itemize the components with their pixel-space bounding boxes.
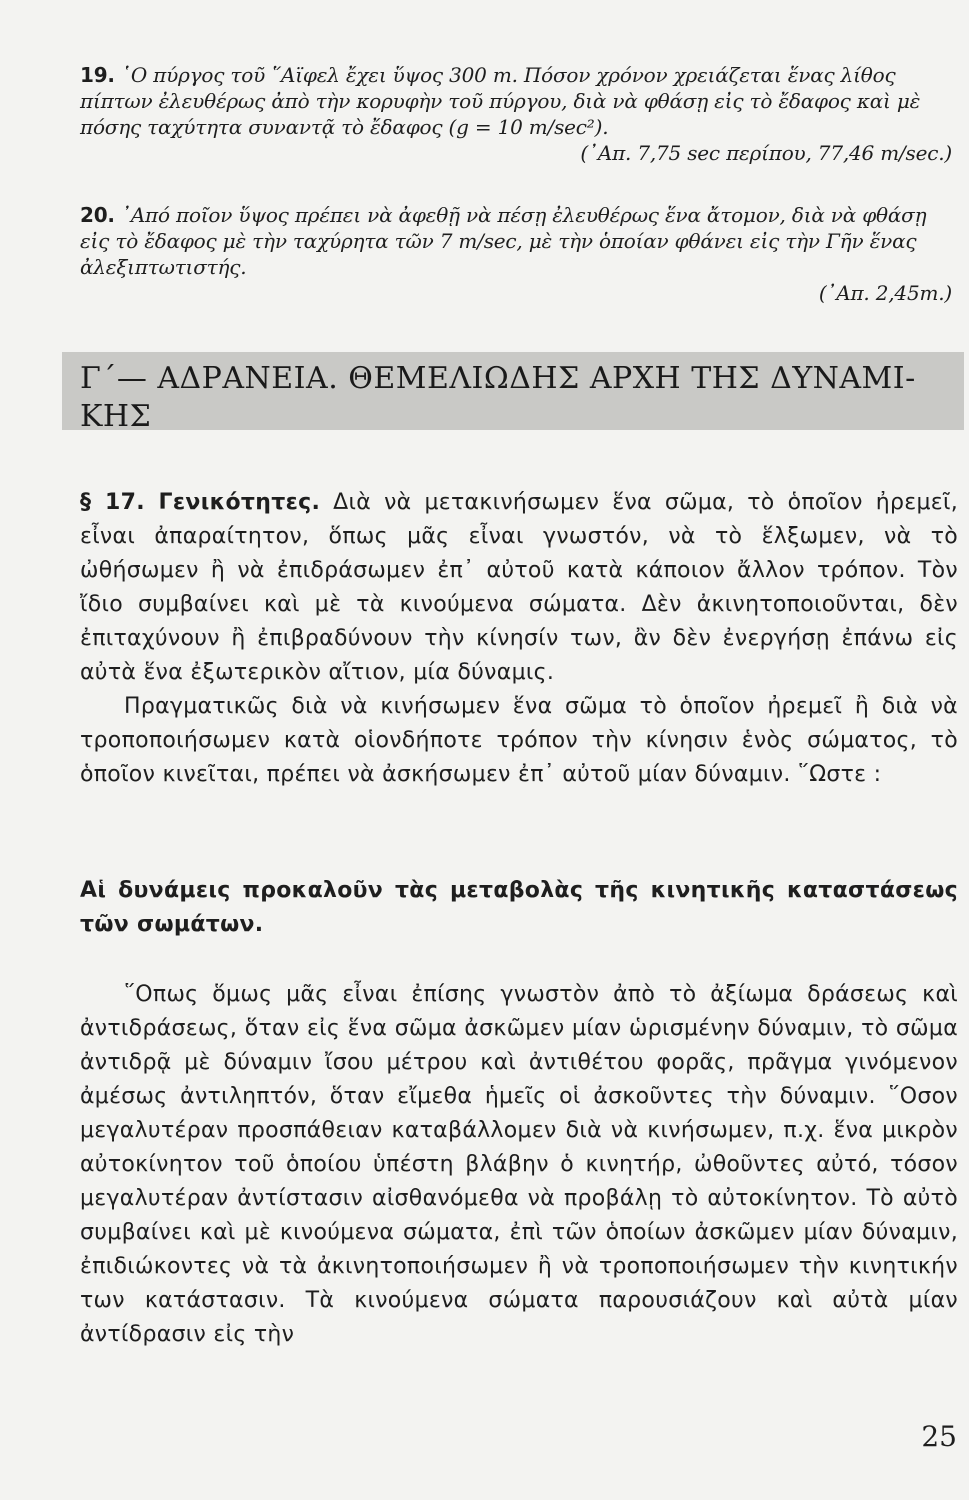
paragraph-force: Πραγματικῶς διὰ νὰ κινήσωμεν ἕνα σῶμα τὸ ὁποῖον ἠρεμεῖ ἢ διὰ νὰ τροποποιήσωμεν κατὰ οἱονδήποτε τρόπον τὴν κίνησιν ἑνὸς σώματος, τὸ ὁποῖον κινεῖται, πρέπει νὰ ἀσκήσωμεν ἐπ᾿ αὐτοῦ μίαν δύναμιν. ῞Ωστε :: [80, 694, 958, 787]
problem-number: 19.: [80, 63, 115, 87]
problem-19: [80, 62, 952, 166]
problem-answer: (᾿Απ. 7,75 sec περίπου, 77,46 m/sec.): [580, 141, 952, 165]
page-number: 25: [921, 1420, 957, 1453]
paragraph-text: Διὰ νὰ μετακινήσωμεν ἕνα σῶμα, τὸ ὁποῖον ἠρεμεῖ, εἶναι ἀπαραίτητον, ὅπως μᾶς εἶναι γνωστόν, νὰ τὸ ἕλξωμεν, νὰ τὸ ὠθήσωμεν ἢ νὰ ἐπιδράσωμεν ἐπ᾿ αὐτοῦ κατὰ κάποιον ἄλλον τρόπον. Τὸν ἴδιο συμβαίνει καὶ μὲ τὰ κινούμενα σώματα. Δὲν ἀκινητοποιοῦνται, δὲν ἐπιταχύνουν ἢ ἐπιβραδύνουν τὴν κίνησίν των, ἂν δὲν ἐνεργήσῃ ἐπάνω εἰς αὐτὰ ἕνα ἐξωτερικὸν αἴτιον, μία δύναμις.: [80, 490, 958, 685]
problem-number: 20.: [80, 203, 115, 227]
law-statement: Αἱ δυνάμεις προκαλοῦν τὰς μεταβολὰς τῆς κινητικῆς καταστάσεως τῶν σωμάτων.: [80, 878, 958, 937]
problem-text: ῾Ο πύργος τοῦ ῞Αϊφελ ἔχει ὕψος 300 m. Πόσον χρόνον χρειάζεται ἕνας λίθος πίπτων ἐλευθέρως ἀπὸ τὴν κορυφὴν τοῦ πύργου, διὰ νὰ φθάσῃ εἰς τὸ ἔδαφος καὶ μὲ πόσης ταχύτητα συναντᾷ τὸ ἔδαφος (g = 10 m/sec²).: [80, 63, 921, 139]
problem-text: ᾿Από ποῖον ὕψος πρέπει νὰ ἀφεθῇ νὰ πέσῃ ἐλευθέρως ἕνα ἄτομον, διὰ νὰ φθάσῃ εἰς τὸ ἔδαφος μὲ τὴν ταχύρητα τῶν 7 m/sec, μὲ τὴν ὁποίαν φθάνει εἰς τὴν Γῆν ἕνας ἀλεξιπτωτιστής.: [80, 203, 927, 279]
problem-answer: (᾿Απ. 2,45m.): [818, 281, 952, 305]
subsection-heading: § 17. Γενικότητες.: [80, 490, 321, 515]
problem-20: [80, 202, 952, 306]
section-title: Γ΄— ΑΔΡΑΝΕΙΑ. ΘΕΜΕΛΙΩΔΗΣ ΑΡΧΗ ΤΗΣ ΔΥΝΑΜΙ-ΚΗΣ: [80, 361, 916, 434]
paragraph-reaction: ῞Οπως ὅμως μᾶς εἶναι ἐπίσης γνωστὸν ἀπὸ τὸ ἀξίωμα δράσεως καὶ ἀντιδράσεως, ὅταν εἰς ἕνα σῶμα ἀσκῶμεν μίαν ὡρισμένην δύναμιν, τὸ σῶμα ἀντιδρᾷ μὲ δύναμιν ἴσου μέτρου καὶ ἀντιθέτου φορᾶς, πρᾶγμα γινόμενον ἀμέσως ἀντιληπτόν, ὅταν εἴμεθα ἡμεῖς οἱ ἀσκοῦντες τὴν δύναμιν. ῞Οσον μεγαλυτέραν προσπάθειαν καταβάλλομεν διὰ νὰ κινήσωμεν, π.χ. ἕνα μικρὸν αὐτοκίνητον τοῦ ὁποίου ὑπέστη βλάβην ὁ κινητήρ, ὠθοῦντες αὐτό, τόσον μεγαλυτέραν ἀντίστασιν αἰσθανόμεθα νὰ προβάλῃ τὸ αὐτοκίνητον. Τὸ αὐτὸ συμβαίνει καὶ μὲ κινούμενα σώματα, ἐπὶ τῶν ὁποίων ἀσκῶμεν μίαν δύναμιν, ἐπιδιώκοντες νὰ τὰ ἀκινητοποιήσωμεν ἢ νὰ τροποποιήσωμεν τὴν κινητικήν των κατάστασιν. Τὰ κινούμενα σώματα παρουσιάζουν καὶ αὐτὰ μίαν ἀντίδρασιν εἰς τὴν: [80, 982, 958, 1347]
paragraph-generalities: [80, 486, 958, 690]
